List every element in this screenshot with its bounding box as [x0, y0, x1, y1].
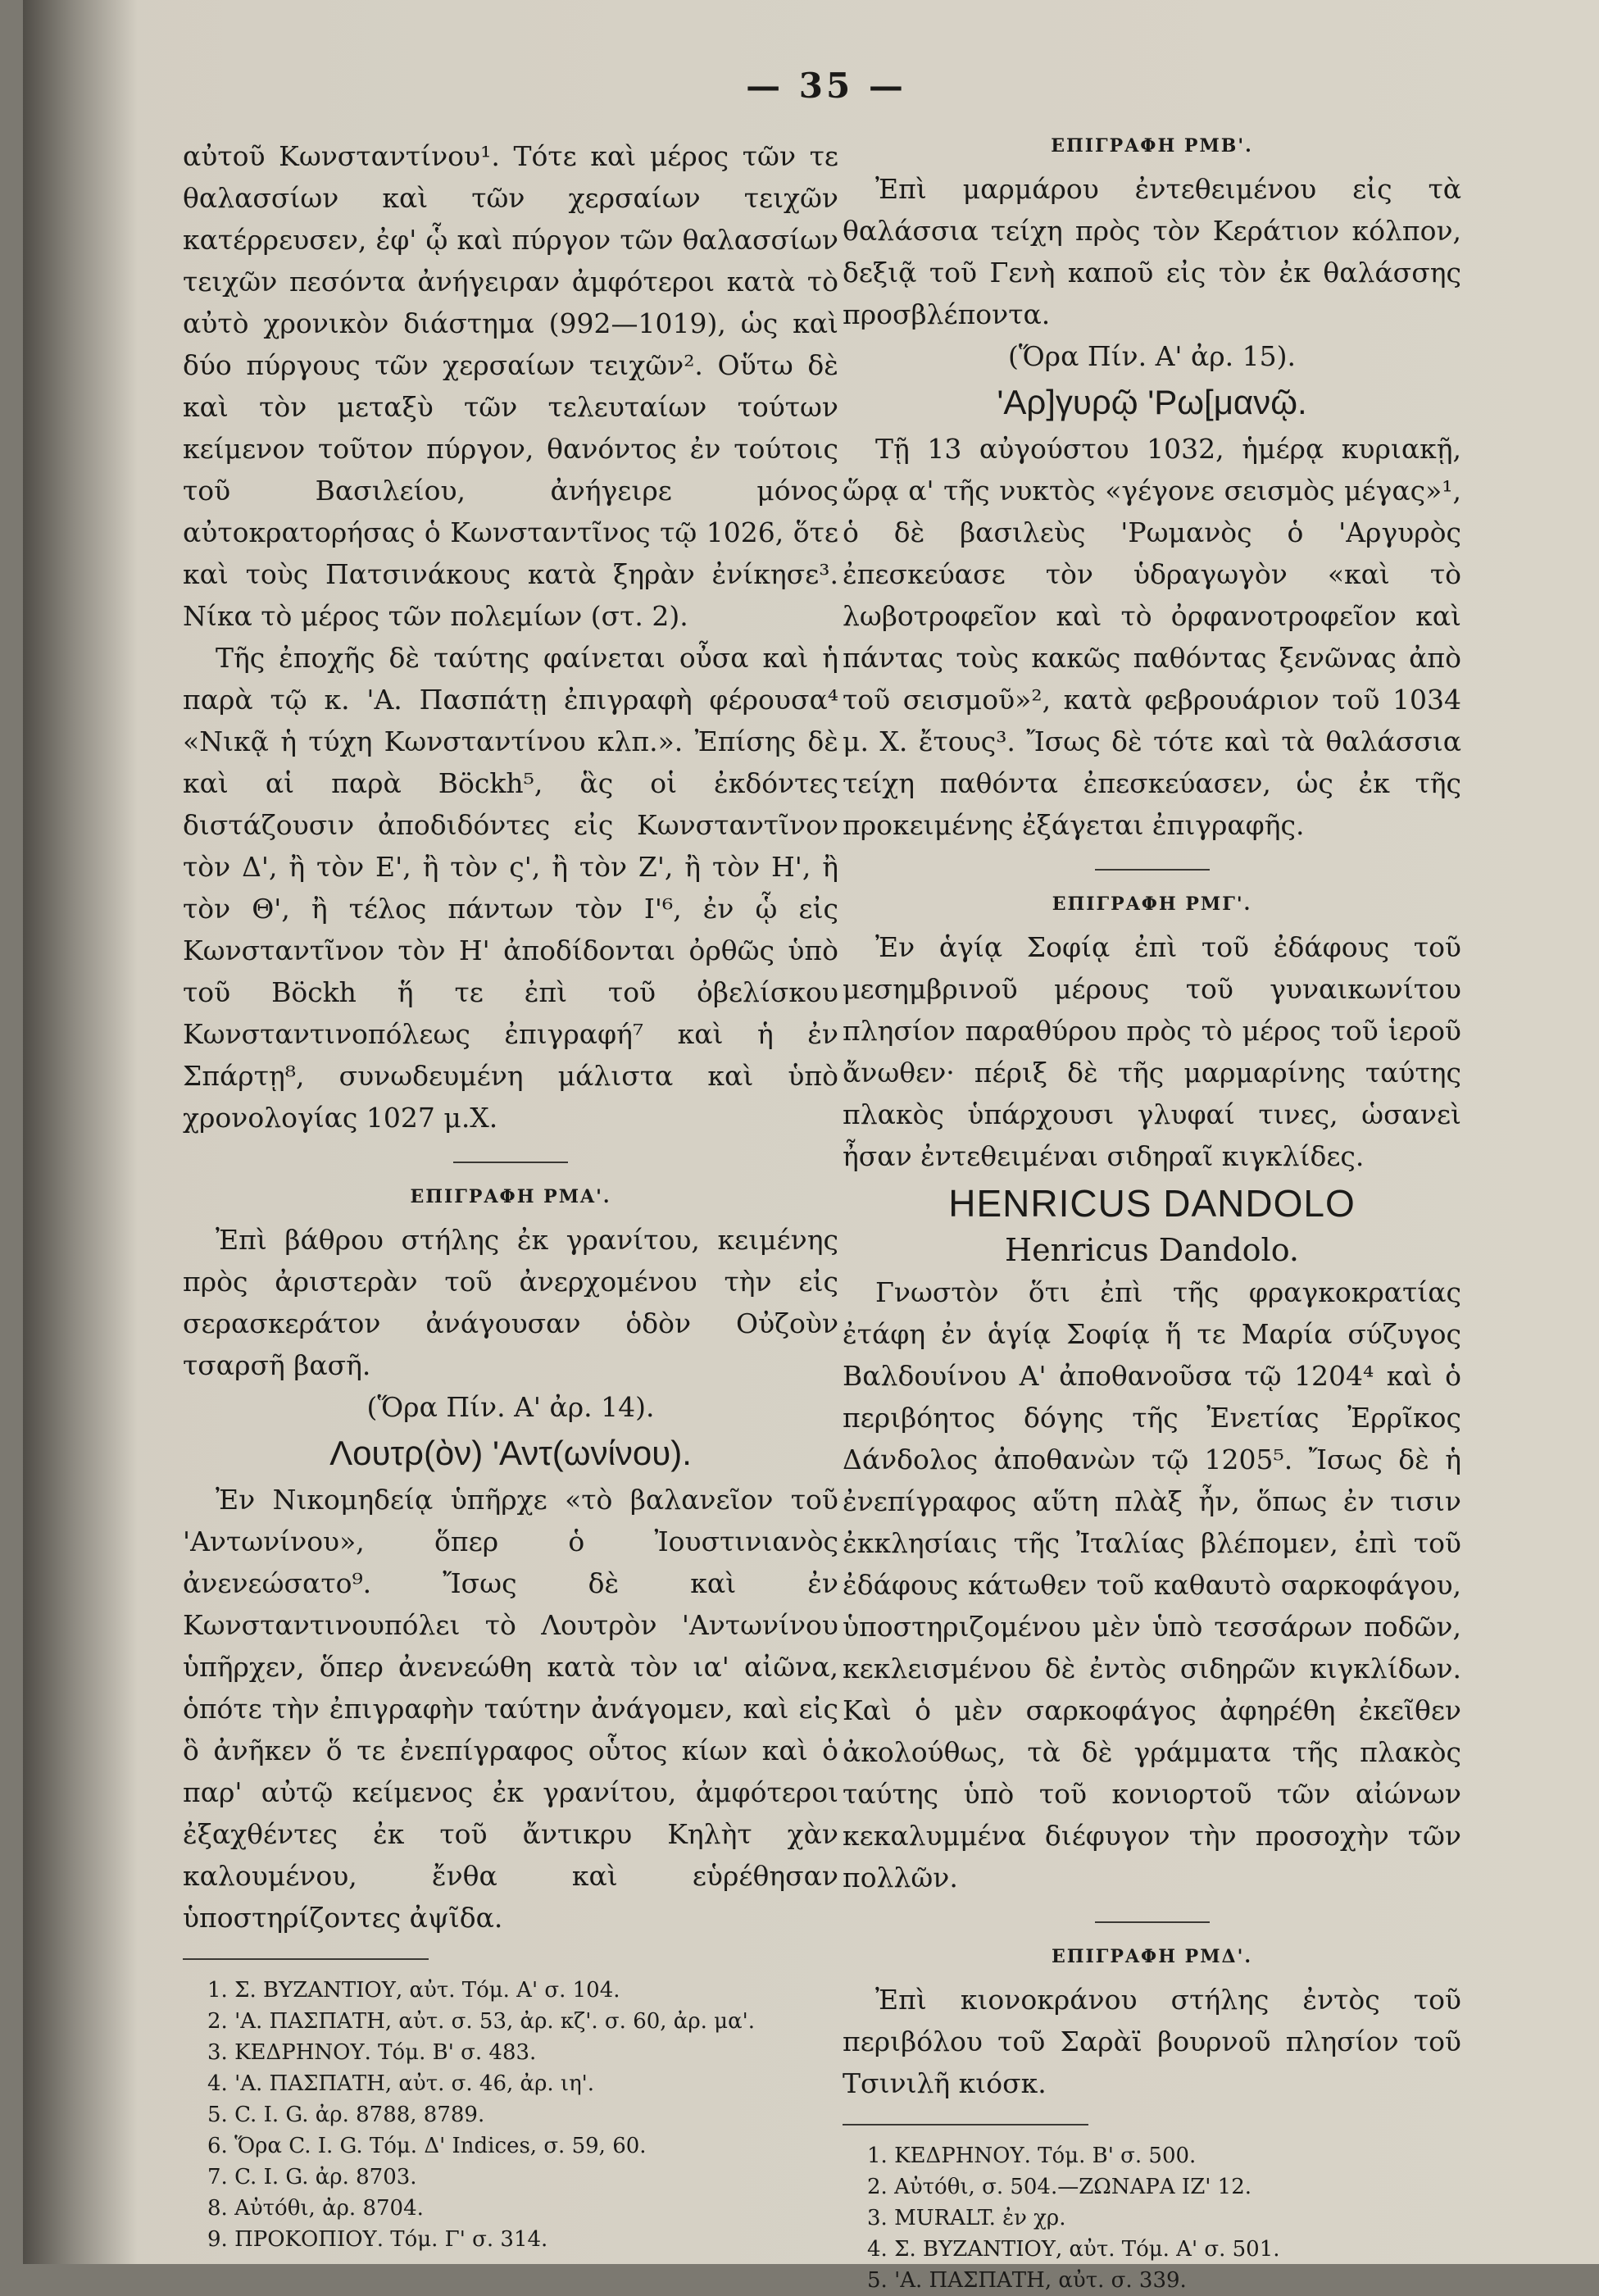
footnote: 9. ΠΡΟΚΟΠΙΟΥ. Τόμ. Γ' σ. 314.	[207, 2227, 548, 2252]
footnote: 3. MURALT. ἐν χρ.	[867, 2206, 1066, 2230]
right-column	[843, 135, 1461, 2296]
footnote-rule	[183, 1958, 429, 1960]
footnote: 7. C. I. G. ἀρ. 8703.	[207, 2165, 417, 2189]
footnote: 4. 'Α. ΠΑΣΠΑΤΗ, αὐτ. σ. 46, ἀρ. ιη'.	[207, 2071, 595, 2096]
inscription-text: HENRICUS DANDOLO	[948, 1182, 1356, 1225]
inscription-description: Ἐπὶ κιονοκράνου στήλης ἐντὸς τοῦ περιβόλου τοῦ Σαρὰϊ βουρνοῦ πλησίον τοῦ Τσινιλῆ κιόσκ.	[843, 1984, 1461, 2099]
inscription-description: Ἐπὶ μαρμάρου ἐντεθειμένου εἰς τὰ θαλάσσια τείχη πρὸς τὸν Κεράτιον κόλπον, δεξιᾷ τοῦ Γενὴ καποῦ εἰς τὸν ἐκ θαλάσσης προσβλέποντα.	[843, 173, 1461, 330]
paragraph: Γνωστὸν ὅτι ἐπὶ τῆς φραγκοκρατίας ἐτάφη ἐν ἁγίᾳ Σοφίᾳ ἥ τε Μαρία σύζυγος Βαλδουίνου Α' ἀποθανοῦσα τῷ 1204⁴ καὶ ὁ περιβόητος δόγης τῆς Ἐνετίας Ἐρρῖκος Δάνδολος ἀποθανὼν τῷ 1205⁵. Ἴσως δὲ ἡ ἐνεπίγραφος αὕτη πλὰξ ἦν, ὅπως ἐν τισιν ἐκκλησίαις τῆς Ἰταλίας βλέπομεν, ἐπὶ τοῦ ἐδάφους κάτωθεν τοῦ καθαυτὸ σαρκοφάγου, ὑποστηριζομένου μὲν ὑπὸ τεσσάρων ποδῶν, κεκλεισμένου δὲ ἐντὸς σιδηρῶν κιγκλίδων. Καὶ ὁ μὲν σαρκοφάγος ἀφηρέθη ἐκεῖθεν ἀκολούθως, τὰ δὲ γράμματα τῆς πλακὸς ταύτης ὑπὸ τοῦ κονιορτοῦ τῶν αἰώνων κεκαλυμμένα διέφυγον τὴν προσοχὴν τῶν πολλῶν.	[843, 1276, 1461, 1894]
footnote-rule	[843, 2124, 1088, 2126]
inscription-description: Ἐν ἁγίᾳ Σοφίᾳ ἐπὶ τοῦ ἐδάφους τοῦ μεσημβρινοῦ μέρους τοῦ γυναικωνίτου πλησίον παραθύρου πρὸς τὸ μέρος τοῦ ἱεροῦ ἄνωθεν· πέριξ δὲ τῆς μαρμαρίνης ταύτης πλακὸς ὑπάρχουσι γλυφαί τινες, ὡσανεὶ ἦσαν ἐντεθειμέναι σιδηραῖ κιγκλίδες.	[843, 931, 1461, 1172]
plate-reference: (Ὅρα Πίν. Α' ἀρ. 14).	[366, 1391, 655, 1423]
inscription-transcription: Henricus Dandolo.	[1005, 1232, 1299, 1268]
footnote: 3. ΚΕΔΡΗΝΟΥ. Τόμ. Β' σ. 483.	[207, 2040, 537, 2065]
footnote: 5. 'Α. ΠΑΣΠΑΤΗ, αὐτ. σ. 339.	[867, 2268, 1187, 2293]
inscription-text: Λουτρ(ὸν) 'Αντ(ωνίνου).	[329, 1434, 692, 1472]
section-heading: ΕΠΙΓΡΑΦΗ ΡΜΔ'.	[1051, 1946, 1253, 1967]
paragraph: Ἐν Νικομηδείᾳ ὑπῆρχε «τὸ βαλανεῖον τοῦ 'Αντωνίνου», ὅπερ ὁ Ἰουστινιανὸς ἀνενεώσατο⁹. Ἴσως δὲ καὶ ἐν Κωνσταντινουπόλει τὸ Λουτρὸν 'Αντωνίνου ὑπῆρχεν, ὅπερ ἀνενεώθη κατὰ τὸν ια' αἰῶνα, ὁπότε τὴν ἐπιγραφὴν ταύτην ἀνάγομεν, καὶ εἰς ὃ ἀνῆκεν ὅ τε ἐνεπίγραφος οὗτος κίων καὶ ὁ παρ' αὐτῷ κείμενος ἐκ γρανίτου, ἀμφότεροι ἐξαχθέντες ἐκ τοῦ ἄντικρυ Κηλὴτ χὰν καλουμένου, ἔνθα καὶ εὑρέθησαν ὑποστηρίζοντες ἀψῖδα.	[183, 1484, 838, 1934]
footnote: 8. Αὐτόθι, ἀρ. 8704.	[207, 2196, 424, 2221]
book-page	[23, 0, 1599, 2293]
paragraph: Τῇ 13 αὐγούστου 1032, ἡμέρᾳ κυριακῇ, ὥρᾳ α' τῆς νυκτὸς «γέγονε σεισμὸς μέγας»¹, ὁ δὲ βασιλεὺς 'Ρωμανὸς ὁ 'Αργυρὸς ἐπεσκεύασε τὸν ὑδραγωγὸν «καὶ τὸ λωβοτροφεῖον καὶ τὸ ὀρφανοτροφεῖον καὶ πάντας τοὺς κακῶς παθόντας ξενῶνας ἀπὸ τοῦ σεισμοῦ»², κατὰ φεβρουάριον τοῦ 1034 μ. Χ. ἔτους³. Ἴσως δὲ τότε καὶ τὰ θαλάσσια τείχη παθόντα ἐπεσκεύασεν, ὡς ἐκ τῆς προκειμένης ἐξάγεται ἐπιγραφῆς.	[843, 433, 1461, 841]
page-gutter-shadow	[23, 0, 138, 2264]
section-divider	[453, 1162, 568, 1163]
plate-reference: (Ὅρα Πίν. Α' ἀρ. 15).	[1007, 340, 1297, 372]
footnote: 2. Αὐτόθι, σ. 504.—ΖΩΝΑΡΑ ΙΖ' 12.	[867, 2175, 1252, 2199]
section-divider	[1095, 1921, 1210, 1923]
footnote: 4. Σ. ΒΥΖΑΝΤΙΟΥ, αὐτ. Τόμ. Α' σ. 501.	[867, 2237, 1280, 2262]
left-column	[183, 135, 838, 2255]
footnote: 1. Σ. ΒΥΖΑΝΤΙΟΥ, αὐτ. Τόμ. Α' σ. 104.	[207, 1978, 620, 2003]
inscription-text: 'Αρ]γυρῷ 'Ρω[μανῷ.	[997, 383, 1307, 421]
section-heading: ΕΠΙΓΡΑΦΗ ΡΜΓ'.	[1052, 893, 1252, 915]
inscription-description: Ἐπὶ βάθρου στήλης ἐκ γρανίτου, κειμένης πρὸς ἀριστερὰν τοῦ ἀνερχομένου τὴν εἰς σερασκεράτον ἀνάγουσαν ὁδὸν Οὐζοὺν τσαρσῆ βασῆ.	[183, 1224, 838, 1381]
section-heading: ΕΠΙΓΡΑΦΗ ΡΜΑ'.	[410, 1186, 611, 1207]
page-number: — 35 —	[746, 66, 906, 106]
footnote: 6. Ὅρα C. I. G. Τόμ. Δ' Indices, σ. 59, 60.	[207, 2134, 647, 2158]
paragraph: Τῆς ἐποχῆς δὲ ταύτης φαίνεται οὖσα καὶ ἡ παρὰ τῷ κ. 'Α. Πασπάτῃ ἐπιγραφὴ φέρουσα⁴ «Νικᾷ ἡ τύχη Κωνσταντίνου κλπ.». Ἐπίσης δὲ καὶ αἱ παρὰ Böckh⁵, ἃς οἱ ἐκδόντες διστάζουσιν ἀποδιδόντες εἰς Κωνσταντῖνον τὸν Δ', ἢ τὸν Ε', ἢ τὸν ς', ἢ τὸν Ζ', ἢ τὸν Η', ἢ τὸν Θ', ἢ τέλος πάντων τὸν Ι'⁶, ἐν ᾧ εἰς Κωνσταντῖνον τὸν Η' ἀποδίδονται ὀρθῶς ὑπὸ τοῦ Böckh ἥ τε ἐπὶ τοῦ ὀβελίσκου Κωνσταντινοπόλεως ἐπιγραφή⁷ καὶ ἡ ἐν Σπάρτῃ⁸, συνωδευμένη μάλιστα καὶ ὑπὸ χρονολογίας 1027 μ.Χ.	[183, 642, 838, 1134]
footnote: 5. C. I. G. ἀρ. 8788, 8789.	[207, 2103, 485, 2127]
paragraph: αὐτοῦ Κωνσταντίνου¹. Τότε καὶ μέρος τῶν τε θαλασσίων καὶ τῶν χερσαίων τειχῶν κατέρρευσεν, ἐφ' ᾧ καὶ πύργον τῶν θαλασσίων τειχῶν πεσόντα ἀνήγειραν ἀμφότεροι κατὰ τὸ αὐτὸ χρονικὸν διάστημα (992—1019), ὡς καὶ δύο πύργους τῶν χερσαίων τειχῶν². Οὕτω δὲ καὶ τὸν μεταξὺ τῶν τελευταίων τούτων κείμενον τοῦτον πύργον, θανόντος ἐν τούτοις τοῦ Βασιλείου, ἀνήγειρε μόνος αὐτοκρατορήσας ὁ Κωνσταντῖνος τῷ 1026, ὅτε καὶ τοὺς Πατσινάκους κατὰ ξηρὰν ἐνίκησε³. Νίκα τὸ μέρος τῶν πολεμίων (στ. 2).	[183, 140, 838, 632]
section-divider	[1095, 869, 1210, 871]
footnote: 2. 'Α. ΠΑΣΠΑΤΗ, αὐτ. σ. 53, ἀρ. κζ'. σ. 60, ἀρ. μα'.	[207, 2009, 756, 2034]
footnote: 1. ΚΕΔΡΗΝΟΥ. Τόμ. Β' σ. 500.	[867, 2144, 1197, 2168]
section-heading: ΕΠΙΓΡΑΦΗ ΡΜΒ'.	[1051, 135, 1253, 157]
